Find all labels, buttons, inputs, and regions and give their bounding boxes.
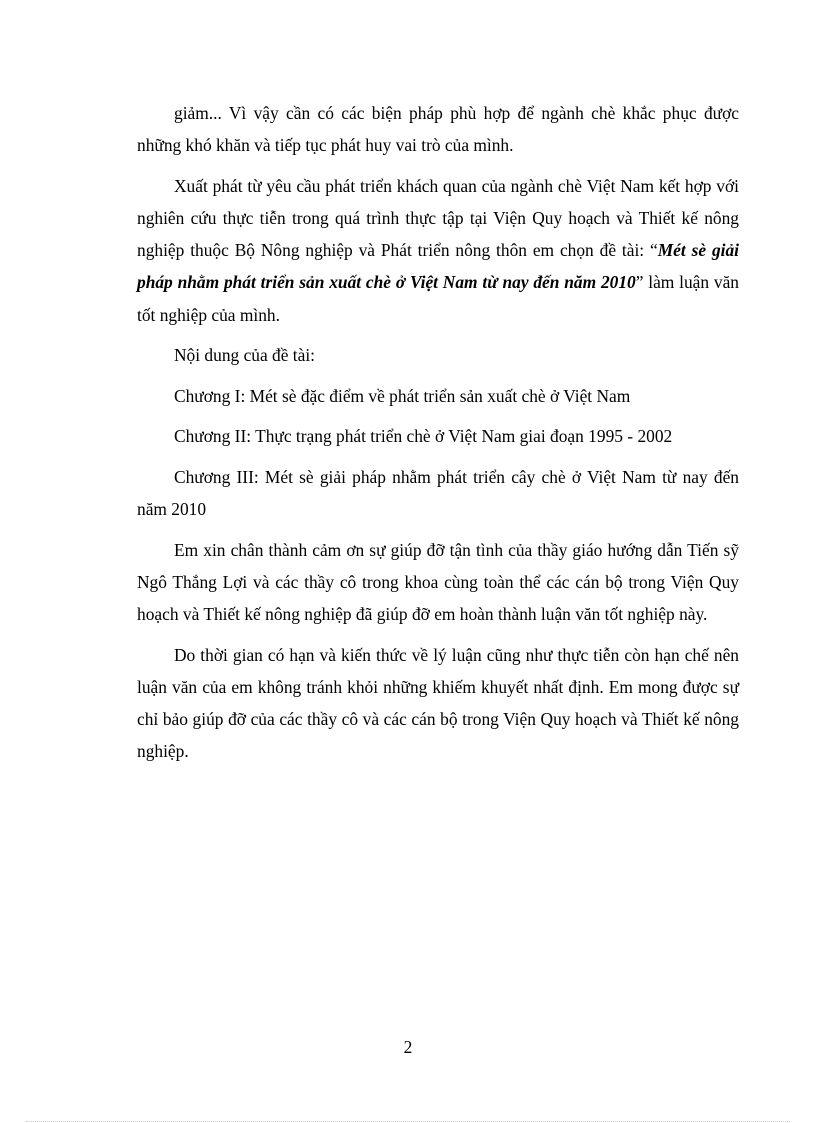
chapter-item-3: Chương III: Mét sè giải pháp nhằm phát triển cây chè ở Việt Nam từ nay đến năm 2010 — [137, 466, 739, 520]
page-number: 2 — [403, 1037, 413, 1057]
paragraph-limitations: Do thời gian có hạn và kiến thức về lý luận cũng như thực tiễn còn hạn chế nên luận văn của em không tránh khỏi những khiếm khuyết nhất định. Em mong được sự chỉ bảo giúp đỡ của các thầy cô và các cán bộ trong Viện Quy hoạch và Thiết kế nông nghiệp. — [137, 644, 739, 762]
document-body — [137, 97, 739, 776]
contents-heading: Nội dung của đề tài: — [174, 345, 316, 366]
chapter-item-1: Chương I: Mét sè đặc điểm về phát triển sản xuất chè ở Việt Nam — [174, 385, 631, 406]
thesis-title: Mét sè giải pháp nhằm phát triển sản xuất chè ở Việt Nam từ nay đến năm 2010 — [137, 240, 740, 293]
page-bottom-edge — [26, 1121, 790, 1122]
paragraph-acknowledgement: Em xin chân thành cảm ơn sự giúp đỡ tận tình của thầy giáo hướng dẫn Tiến sỹ Ngô Thắng Lợi và các thầy cô trong khoa cùng toàn thể các cán bộ trong Viện Quy hoạch và Thiết kế nông nghiệp đã giúp đỡ em hoàn thành luận văn tốt nghiệp này. — [137, 539, 739, 625]
paragraph-topic-choice — [137, 170, 739, 331]
chapter-item-2: Chương II: Thực trạng phát triển chè ở Việt Nam giai đoạn 1995 - 2002 — [174, 426, 673, 447]
topic-intro-text: Xuất phát từ yêu cầu phát triển khách quan của ngành chè Việt Nam kết hợp với nghiên cứu thực tiễn trong quá trình thực tập tại Viện Quy hoạch và Thiết kế nông nghiệp thuộc Bộ Nông nghiệp và Phát triển nông thôn em chọn đề tài: “ — [137, 175, 739, 261]
paragraph-continuation: giảm... Vì vậy cần có các biện pháp phù hợp để ngành chè khắc phục được những khó khăn và tiếp tục phát huy vai trò của mình. — [137, 103, 739, 156]
topic-outro-text: ” làm luận văn tốt nghiệp của mình. — [137, 272, 740, 325]
